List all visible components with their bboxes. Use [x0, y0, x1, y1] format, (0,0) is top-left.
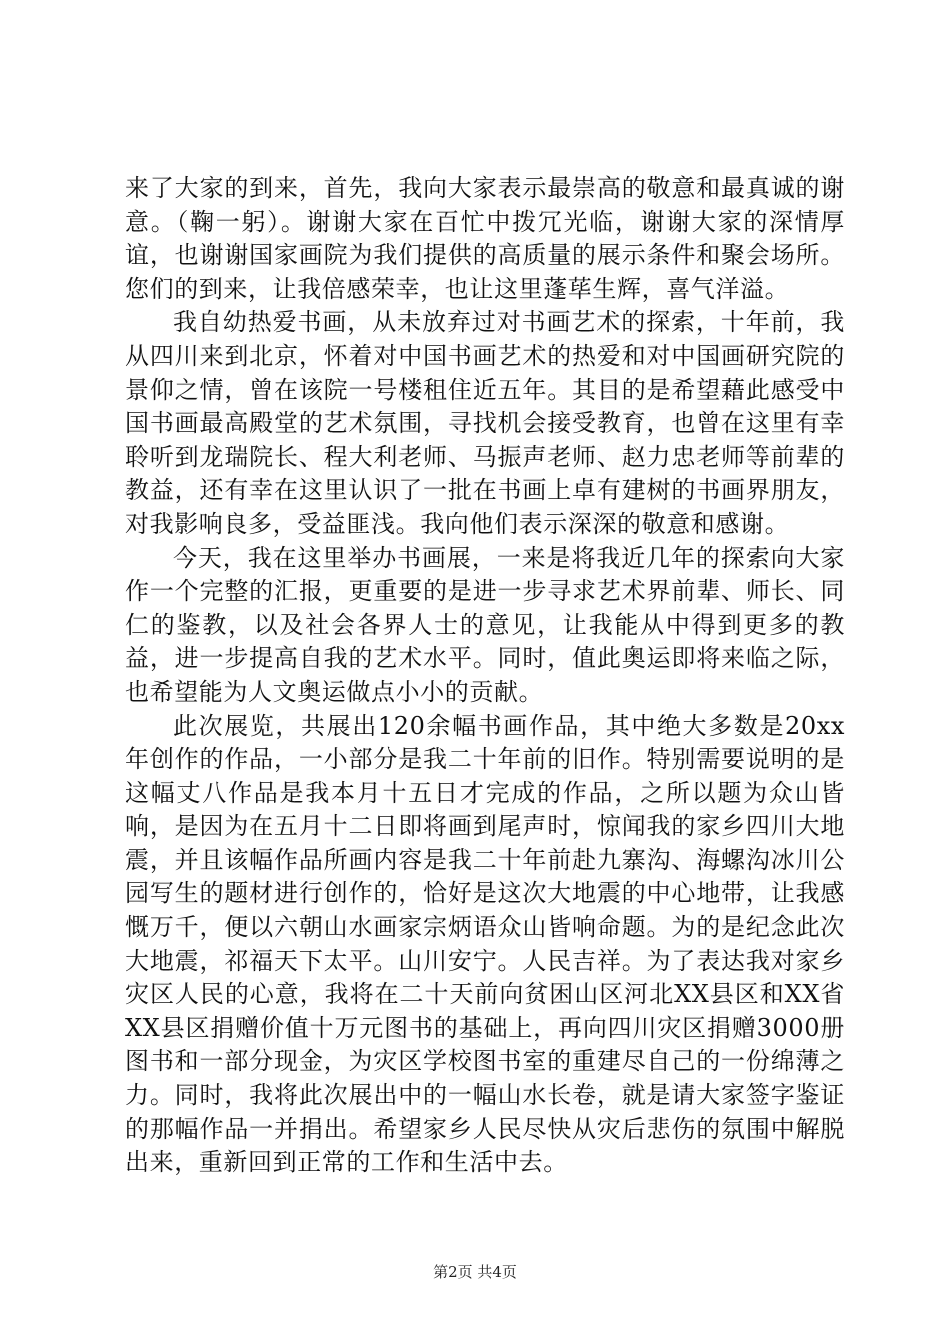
paragraph-exhibition-details: 此次展览，共展出120余幅书画作品，其中绝大多数是20xx年创作的作品，一小部分是我二十年前的旧作。特别需要说明的是这幅丈八作品是我本月十五日才完成的作品，之所以题为众山皆响，是因为在五月十二日即将画到尾声时，惊闻我的家乡四川大地震，并且该幅作品所画内容是我二十年前赴九寨沟、海螺沟冰川公园写生的题材进行创作的，恰好是这次大地震的中心地带，让我感慨万千，便以六朝山水画家宗炳语众山皆响命题。为的是纪念此次大地震，祁福天下太平。山川安宁。人民吉祥。为了表达我对家乡灾区人民的心意，我将在二十天前向贫困山区河北XX县区和XX省XX县区捐赠价值十万元图书的基础上，再向四川灾区捐赠3000册图书和一部分现金，为灾区学校图书室的重建尽自己的一份绵薄之力。同时，我将此次展出中的一幅山水长卷，就是请大家签字鉴证的那幅作品一并捐出。希望家乡人民尽快从灾后悲伤的氛围中解脱出来，重新回到正常的工作和生活中去。 — [125, 711, 845, 1177]
body-text — [125, 172, 845, 1180]
paragraph-love-of-painting: 我自幼热爱书画，从未放弃过对书画艺术的探索，十年前，我从四川来到北京，怀着对中国书画艺术的热爱和对中国画研究院的景仰之情，曾在该院一号楼租住近五年。其目的是希望藉此感受中国书画最高殿堂的艺术氛围，寻找机会接受教育，也曾在这里有幸聆听到龙瑞院长、程大利老师、马振声老师、赵力忠老师等前辈的教益，还有幸在这里认识了一批在书画上卓有建树的书画界朋友，对我影响良多，受益匪浅。我向他们表示深深的敬意和感谢。 — [125, 308, 845, 538]
paragraph-exhibition-purpose: 今天，我在这里举办书画展，一来是将我近几年的探索向大家作一个完整的汇报，更重要的是进一步寻求艺术界前辈、师长、同仁的鉴教，以及社会各界人士的意见，让我能从中得到更多的教益，进一步提高自我的艺术水平。同时，值此奥运即将来临之际，也希望能为人文奥运做点小小的贡献。 — [125, 543, 845, 706]
page-footer: 第2页 共4页 — [433, 1263, 517, 1281]
paragraph-continued: 来了大家的到来，首先，我向大家表示最崇高的敬意和最真诚的谢意。（鞠一躬）。谢谢大家在百忙中拨冗光临，谢谢大家的深情厚谊，也谢谢国家画院为我们提供的高质量的展示条件和聚会场所。您们的到来，让我倍感荣幸，也让这里蓬荜生辉，喜气洋溢。 — [125, 174, 845, 303]
